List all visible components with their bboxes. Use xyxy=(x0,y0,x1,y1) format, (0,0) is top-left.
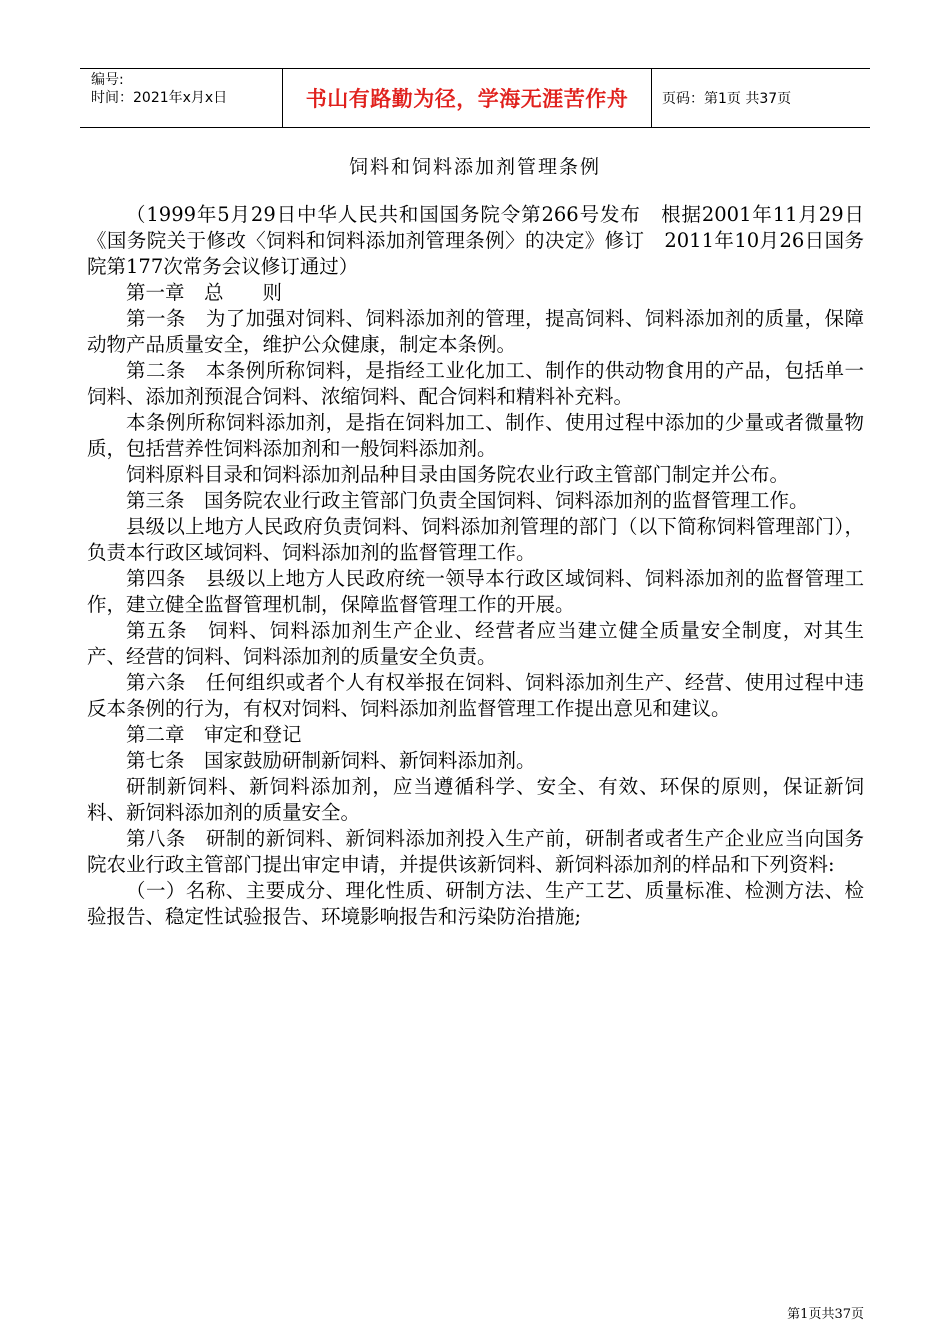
paragraph: 第二条 本条例所称饲料，是指经工业化加工、制作的供动物食用的产品，包括单一饲料、添加剂预混合饲料、浓缩饲料、配合饲料和精料补充料。 xyxy=(87,359,864,408)
paragraph: 第七条 国家鼓励研制新饲料、新饲料添加剂。 xyxy=(126,749,536,772)
paragraph: 第四条 县级以上地方人民政府统一领导本行政区域饲料、饲料添加剂的监督管理工作，建立健全监督管理机制，保障监督管理工作的开展。 xyxy=(87,567,864,616)
header-page-cell xyxy=(652,69,870,127)
paragraph: 本条例所称饲料添加剂，是指在饲料加工、制作、使用过程中添加的少量或者微量物质，包括营养性饲料添加剂和一般饲料添加剂。 xyxy=(87,411,864,460)
header-motto-cell xyxy=(282,69,652,127)
paragraph: （1999年5月29日中华人民共和国国务院令第266号发布 根据2001年11月29日《国务院关于修改〈饲料和饲料添加剂管理条例〉的决定》修订 2011年10月26日国务院第177次常务会议修订通过） xyxy=(87,203,864,278)
paragraph: 研制新饲料、新饲料添加剂，应当遵循科学、安全、有效、环保的原则，保证新饲料、新饲料添加剂的质量安全。 xyxy=(87,775,864,824)
paragraph: 第八条 研制的新饲料、新饲料添加剂投入生产前，研制者或者生产企业应当向国务院农业行政主管部门提出审定申请，并提供该新饲料、新饲料添加剂的样品和下列资料: xyxy=(87,827,864,876)
document-title: 饲料和饲料添加剂管理条例 xyxy=(348,156,601,178)
paragraph: （一）名称、主要成分、理化性质、研制方法、生产工艺、质量标准、检测方法、检验报告、稳定性试验报告、环境影响报告和污染防治措施; xyxy=(87,879,864,928)
motto-text: 书山有路勤为径，学海无涯苦作舟 xyxy=(305,87,629,111)
header-page-info: 页码：第1页 共37页 xyxy=(662,91,792,107)
paragraph: 第五条 饲料、饲料添加剂生产企业、经营者应当建立健全质量安全制度，对其生产、经营的饲料、饲料添加剂的质量安全负责。 xyxy=(87,619,864,668)
paragraph: 第一条 为了加强对饲料、饲料添加剂的管理，提高饲料、饲料添加剂的质量，保障动物产品质量安全，维护公众健康，制定本条例。 xyxy=(87,307,864,356)
page-header xyxy=(80,68,870,128)
document-body xyxy=(87,202,864,930)
time-label: 时间：2021年x月x日 xyxy=(91,90,228,106)
footer-page-info: 第1页共37页 xyxy=(787,1307,864,1322)
paragraph: 饲料原料目录和饲料添加剂品种目录由国务院农业行政主管部门制定并公布。 xyxy=(126,463,790,486)
paragraph: 县级以上地方人民政府负责饲料、饲料添加剂管理的部门（以下简称饲料管理部门），负责本行政区域饲料、饲料添加剂的监督管理工作。 xyxy=(87,515,864,564)
chapter-heading: 第一章 总 则 xyxy=(126,281,283,304)
paragraph: 第三条 国务院农业行政主管部门负责全国饲料、饲料添加剂的监督管理工作。 xyxy=(126,489,809,512)
header-meta xyxy=(80,69,282,127)
number-label: 编号: xyxy=(91,72,124,88)
paragraph: 第六条 任何组织或者个人有权举报在饲料、饲料添加剂生产、经营、使用过程中违反本条例的行为，有权对饲料、饲料添加剂监督管理工作提出意见和建议。 xyxy=(87,671,864,720)
chapter-heading: 第二章 审定和登记 xyxy=(126,723,302,746)
